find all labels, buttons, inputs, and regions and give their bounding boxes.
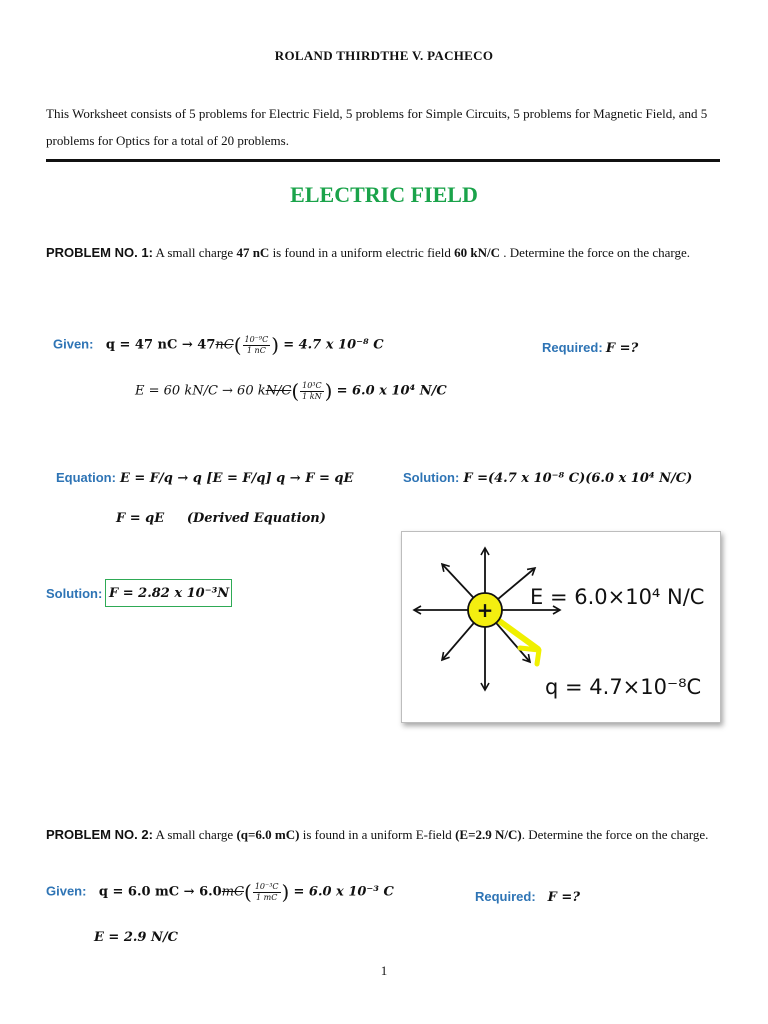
problem-1-field: 60 kN/C — [454, 245, 501, 260]
problem-1-equation: Equation: E = F/q → q [E = F/q] q → F = qE — [56, 470, 354, 486]
field-diagram — [401, 531, 721, 723]
problem-1-given-e: E = 60 kN/C → 60 kN/C( $\frac{\text{10³C}}{1 kN}$ ) = 6.0 x 10⁴ N/C — [135, 379, 447, 403]
problem-1-given-q: Given: q = 47 nC → 47nC( $\frac{\text{10⁻⁹C}}{1 nC}$ ) = 4.7 x 10⁻⁸ C — [53, 333, 384, 357]
field-magnitude-label: E = 6.0×10⁴ N/C — [530, 585, 705, 609]
q-converted: = 4.7 x 10⁻⁸ C — [283, 337, 384, 353]
intro-paragraph: This Worksheet consists of 5 problems for Electric Field, 5 problems for Simple Circuits, 5 problems for Magnetic Field, and 5 problems for Optics for a total of 20 problems. — [46, 106, 708, 148]
answer-value: F = 2.82 x 10⁻³N — [109, 586, 230, 601]
charge-magnitude-label: q = 4.7×10⁻⁸C — [545, 675, 702, 699]
problem-2-required: Required: F =? — [475, 889, 580, 905]
problem-2-statement: PROBLEM NO. 2: A small charge (q=6.0 mC) is found in a uniform E-field (E=2.9 N/C). Determine the force on the charge. — [46, 827, 709, 842]
problem-2-given-q: Given: q = 6.0 mC → 6.0mC( $\frac{\text{10⁻³C}}{1 mC}$ ) = 6.0 x 10⁻³ C — [46, 880, 394, 904]
problem-1-statement: PROBLEM NO. 1: A small charge 47 nC is found in a uniform electric field 60 kN/C . Determine the force on the charge. — [46, 245, 691, 260]
problem-1-required: Required: F =? — [542, 340, 639, 356]
given-label: Given: — [53, 336, 94, 352]
force-arrow — [498, 620, 539, 664]
problem-1-label: PROBLEM NO. 1: — [46, 245, 153, 260]
problem-2-given-e: E = 2.9 N/C — [94, 930, 178, 945]
section-title: ELECTRIC FIELD — [290, 182, 478, 207]
problem-2-label: PROBLEM NO. 2: — [46, 827, 153, 842]
problem-1-charge: 47 nC — [236, 245, 270, 260]
answer-box — [105, 579, 232, 607]
problem-2-charge: (q=6.0 mC) — [236, 827, 300, 842]
problem-1-solution-expr: Solution: F =(4.7 x 10⁻⁸ C)(6.0 x 10⁴ N/C) — [403, 470, 693, 486]
page-number: 1 — [380, 963, 388, 978]
author-name: ROLAND THIRDTHE V. PACHECO — [274, 48, 494, 63]
field-diagram-svg — [402, 532, 720, 722]
plus-sign: + — [476, 598, 494, 622]
derived-equation: F = qE (Derived Equation) — [116, 511, 326, 526]
solution-label: Solution: — [46, 586, 103, 601]
problem-2-field: (E=2.9 N/C) — [455, 827, 522, 842]
horizontal-rule — [46, 159, 720, 162]
e-converted: = 6.0 x 10⁴ N/C — [336, 383, 447, 399]
